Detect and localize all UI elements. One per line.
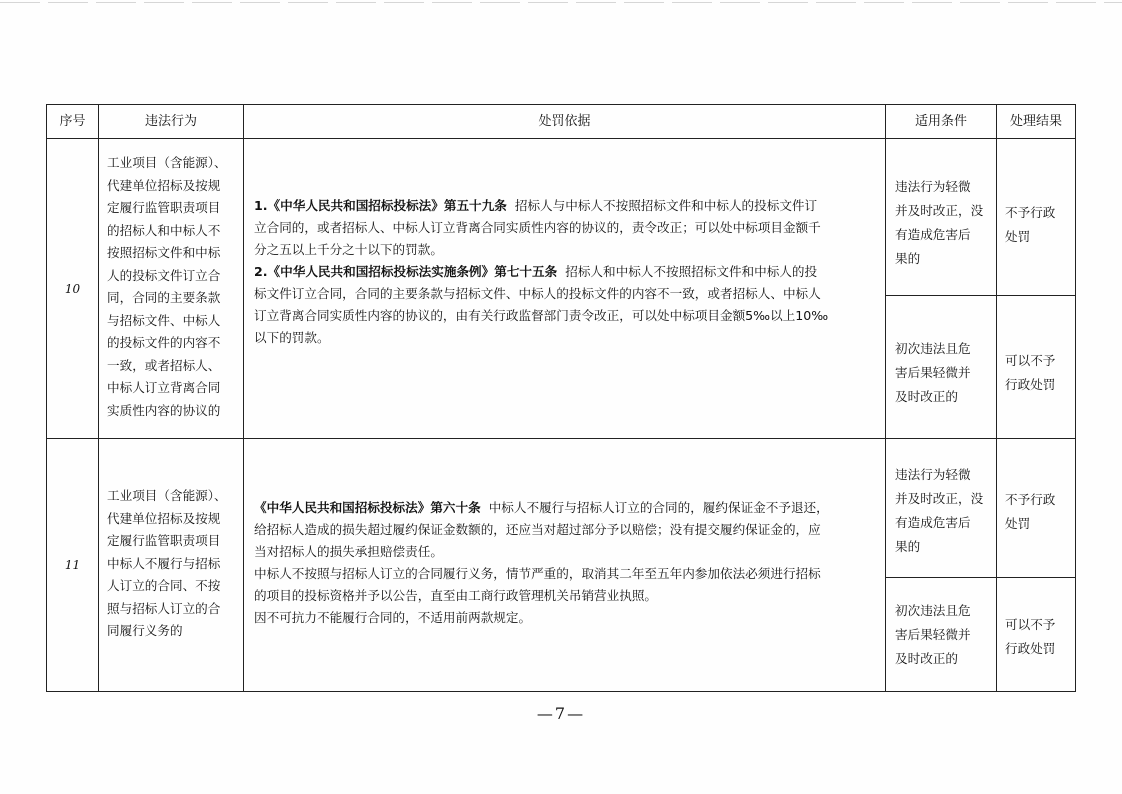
basis-text: 招标人和中标人不按照招标文件和中标人的投 标文件订立合同，合同的主要条款与招标文件、中标人的投标文件的内容不一致，或者招标人、中标人 订立背离合同实质性内容的协议的，由有关行政监督部门责令改正，可以处中标项目金额5‰以上10‰ 以下的罚款。	[254, 264, 829, 345]
row-10-violation: 工业项目（含能源）、 代建单位招标及按规 定履行监管职责项目 的招标人和中标人不 按照招标文件和中标 人的投标文件订立合 同，合同的主要条款 与招标文件、中标人 的投标文件的内容不 一致，或者招标人、 中标人订立背离合同 实质性内容的协议的	[107, 155, 227, 418]
page-number: —7—	[536, 704, 586, 723]
header-divider	[47, 138, 1075, 139]
row-11-number: 11	[64, 558, 81, 572]
basis-title: 2.《中华人民共和国招标投标法实施条例》第七十五条	[254, 264, 558, 279]
header-no: 序号	[59, 113, 86, 129]
row-11-basis-item-3: 因不可抗力不能履行合同的，不适用前两款规定。	[254, 610, 532, 625]
col-divider-1	[98, 105, 99, 691]
row-10-condition-1: 违法行为轻微 并及时改正，没 有造成危害后 果的	[895, 179, 984, 266]
header-result: 处理结果	[1009, 113, 1062, 129]
basis-text: 招标人与中标人不按照招标文件和中标人的投标文件订 立合同的，或者招标人、中标人订立背离合同实质性内容的协议的，责令改正；可以处中标项目金额千 分之五以上千分之十以下的罚款。	[254, 198, 821, 257]
row-10-basis-item-2	[254, 261, 882, 349]
col-divider-4	[996, 105, 997, 691]
row-11-result-1: 不予行政 处罚	[1005, 492, 1056, 531]
row-11-basis-item-2: 中标人不按照与招标人订立的合同履行义务，情节严重的，取消其二年至五年内参加依法必须进行招标 的项目的投标资格并予以公告，直至由工商行政管理机关吊销营业执照。	[254, 566, 821, 603]
header-act: 违法行为	[144, 113, 197, 129]
row-10-basis-item-1	[254, 195, 882, 261]
row-10-result-2: 可以不予 行政处罚	[1005, 353, 1056, 392]
penalty-table	[46, 104, 1076, 692]
row-10-basis	[254, 195, 882, 349]
scan-top-edge	[0, 2, 1122, 3]
row-11-condition-1: 违法行为轻微 并及时改正，没 有造成危害后 果的	[895, 467, 984, 554]
basis-text: 中标人不履行与招标人订立的合同的，履约保证金不予退还， 给招标人造成的损失超过履约保证金数额的，还应当对超过部分予以赔偿；没有提交履约保证金的，应 当对招标人的损失承担赔偿责任。	[254, 500, 829, 559]
col-divider-2	[243, 105, 244, 691]
row-11-condition-2: 初次违法且危 害后果轻微并 及时改正的	[895, 603, 971, 666]
row10-cond-divider	[885, 295, 1075, 296]
row-11-basis	[254, 497, 882, 629]
row-divider	[47, 438, 1075, 439]
header-cond: 适用条件	[914, 113, 967, 129]
row-11-result-2: 可以不予 行政处罚	[1005, 617, 1056, 656]
basis-title: 《中华人民共和国招标投标法》第六十条	[254, 500, 481, 515]
row11-cond-divider	[885, 577, 1075, 578]
row-11-basis-item-1	[254, 497, 882, 563]
basis-title: 1.《中华人民共和国招标投标法》第五十九条	[254, 198, 507, 213]
row-10-condition-2: 初次违法且危 害后果轻微并 及时改正的	[895, 341, 971, 404]
row-11-violation: 工业项目（含能源）、 代建单位招标及按规 定履行监管职责项目 中标人不履行与招标 人订立的合同、不按 照与招标人订立的合 同履行义务的	[107, 488, 227, 638]
header-basis: 处罚依据	[538, 113, 591, 129]
row-10-number: 10	[64, 281, 81, 296]
col-divider-3	[885, 105, 886, 691]
row-10-result-1: 不予行政 处罚	[1005, 205, 1056, 244]
